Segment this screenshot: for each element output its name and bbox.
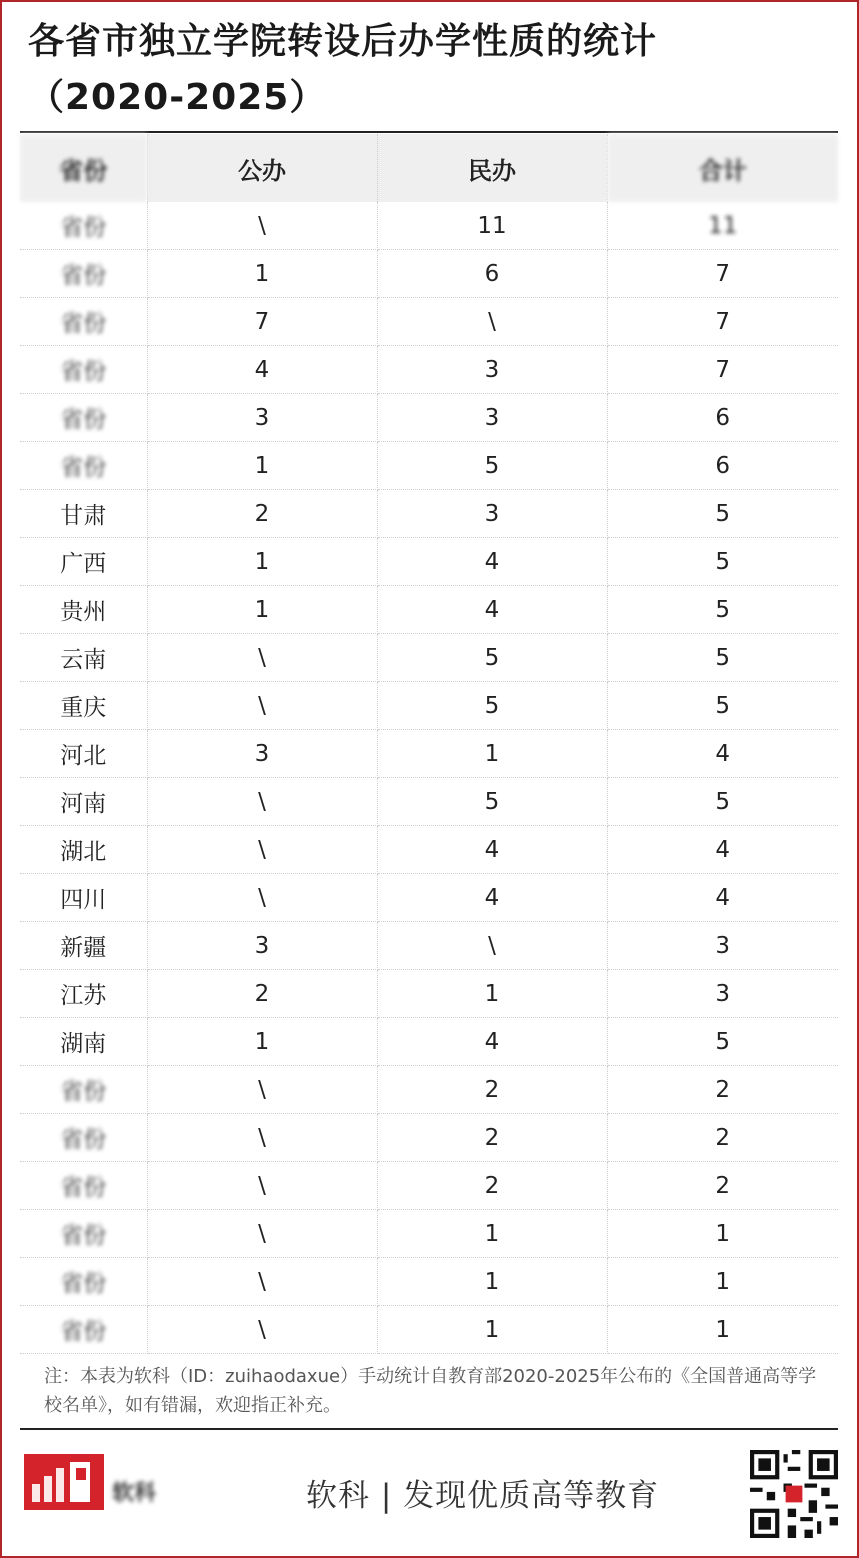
cell-total: 3 (607, 922, 838, 970)
table-row (20, 874, 838, 922)
cell-public: \ (147, 1306, 377, 1354)
table-row (20, 298, 838, 346)
cell-private: 11 (377, 202, 607, 250)
cell-province: 省份 (20, 394, 147, 442)
cell-public: \ (147, 1210, 377, 1258)
footnote: 注：本表为软科（ID：zuihaodaxue）手动统计自教育部2020-2025年公布的《全国普通高等学校名单》，如有错漏，欢迎指正补充。 (44, 1366, 817, 1416)
cell-province: 新疆 (20, 922, 147, 970)
table-row (20, 1066, 838, 1114)
footer-brand: 软科 (112, 1481, 157, 1506)
table-row (20, 1114, 838, 1162)
cell-province: 贵州 (20, 586, 147, 634)
cell-total: 5 (607, 490, 838, 538)
cell-private: 5 (377, 634, 607, 682)
table-row (20, 922, 838, 970)
cell-public: 2 (147, 970, 377, 1018)
cell-total: 4 (607, 874, 838, 922)
cell-total: 2 (607, 1066, 838, 1114)
cell-public: 1 (147, 250, 377, 298)
table-row (20, 1306, 838, 1354)
cell-total: 7 (607, 346, 838, 394)
title-line-2: （2020-2025） (28, 77, 327, 118)
cell-public: \ (147, 202, 377, 250)
cell-total: 5 (607, 1018, 838, 1066)
cell-public: \ (147, 1258, 377, 1306)
cell-private: 4 (377, 1018, 607, 1066)
header-private: 民办 (377, 134, 607, 202)
shanghairanking-logo-icon (24, 1454, 104, 1510)
qr-code-icon (750, 1450, 838, 1538)
title-line-1: 各省市独立学院转设后办学性质的统计 (28, 21, 658, 62)
cell-province: 省份 (20, 250, 147, 298)
table-row (20, 586, 838, 634)
table-row (20, 682, 838, 730)
page-title (28, 14, 828, 126)
cell-public: 3 (147, 922, 377, 970)
top-divider (20, 131, 838, 133)
cell-province: 河南 (20, 778, 147, 826)
cell-province: 云南 (20, 634, 147, 682)
cell-private: 4 (377, 874, 607, 922)
table-row (20, 394, 838, 442)
cell-total: 1 (607, 1306, 838, 1354)
cell-public: \ (147, 682, 377, 730)
cell-public: \ (147, 1114, 377, 1162)
table-row (20, 826, 838, 874)
cell-total: 4 (607, 826, 838, 874)
table-row (20, 1018, 838, 1066)
table-row (20, 1210, 838, 1258)
cell-province: 省份 (20, 1066, 147, 1114)
cell-private: 4 (377, 538, 607, 586)
cell-province: 四川 (20, 874, 147, 922)
footer-slogan: 软科 | 发现优质高等教育 (306, 1478, 660, 1514)
cell-public: \ (147, 826, 377, 874)
cell-public: 2 (147, 490, 377, 538)
cell-province: 省份 (20, 202, 147, 250)
table-row (20, 1162, 838, 1210)
cell-province: 省份 (20, 1258, 147, 1306)
cell-public: 4 (147, 346, 377, 394)
cell-public: \ (147, 874, 377, 922)
cell-province: 省份 (20, 1306, 147, 1354)
cell-public: 3 (147, 730, 377, 778)
table-row (20, 202, 838, 250)
cell-private: 5 (377, 682, 607, 730)
cell-province: 省份 (20, 298, 147, 346)
table-row (20, 778, 838, 826)
table-row (20, 1258, 838, 1306)
cell-private: 1 (377, 730, 607, 778)
cell-public: 3 (147, 394, 377, 442)
cell-province: 广西 (20, 538, 147, 586)
cell-private: 5 (377, 442, 607, 490)
cell-total: 3 (607, 970, 838, 1018)
cell-public: \ (147, 1066, 377, 1114)
cell-private: 4 (377, 826, 607, 874)
cell-total: 6 (607, 394, 838, 442)
cell-province: 甘肃 (20, 490, 147, 538)
table-row (20, 538, 838, 586)
cell-province: 省份 (20, 346, 147, 394)
cell-private: \ (377, 298, 607, 346)
cell-province: 省份 (20, 442, 147, 490)
table-row (20, 730, 838, 778)
table-row (20, 442, 838, 490)
table-row (20, 490, 838, 538)
cell-private: 5 (377, 778, 607, 826)
cell-private: 1 (377, 1306, 607, 1354)
cell-private: 3 (377, 394, 607, 442)
cell-private: \ (377, 922, 607, 970)
cell-total: 1 (607, 1258, 838, 1306)
cell-private: 2 (377, 1114, 607, 1162)
stats-table (20, 134, 838, 1354)
cell-total: 1 (607, 1210, 838, 1258)
cell-total: 5 (607, 682, 838, 730)
header-public: 公办 (147, 134, 377, 202)
cell-total: 7 (607, 298, 838, 346)
cell-total: 5 (607, 778, 838, 826)
cell-private: 1 (377, 970, 607, 1018)
cell-private: 1 (377, 1258, 607, 1306)
cell-total: 6 (607, 442, 838, 490)
cell-private: 2 (377, 1162, 607, 1210)
table-row (20, 250, 838, 298)
cell-total: 5 (607, 538, 838, 586)
cell-public: 7 (147, 298, 377, 346)
table-row (20, 346, 838, 394)
table-header-row (20, 134, 838, 202)
cell-total: 5 (607, 634, 838, 682)
cell-private: 4 (377, 586, 607, 634)
header-total: 合计 (607, 134, 838, 202)
header-province: 省份 (20, 134, 147, 202)
cell-public: \ (147, 778, 377, 826)
cell-public: \ (147, 1162, 377, 1210)
cell-total: 2 (607, 1162, 838, 1210)
cell-province: 湖南 (20, 1018, 147, 1066)
cell-private: 2 (377, 1066, 607, 1114)
cell-public: \ (147, 634, 377, 682)
table-row (20, 634, 838, 682)
cell-private: 3 (377, 346, 607, 394)
bottom-divider (20, 1428, 838, 1430)
cell-public: 1 (147, 538, 377, 586)
cell-total: 4 (607, 730, 838, 778)
table-body (20, 202, 838, 1354)
cell-province: 河北 (20, 730, 147, 778)
cell-province: 江苏 (20, 970, 147, 1018)
cell-province: 湖北 (20, 826, 147, 874)
cell-private: 1 (377, 1210, 607, 1258)
cell-total: 2 (607, 1114, 838, 1162)
cell-total: 11 (607, 202, 838, 250)
cell-total: 5 (607, 586, 838, 634)
cell-province: 省份 (20, 1210, 147, 1258)
cell-total: 7 (607, 250, 838, 298)
cell-province: 重庆 (20, 682, 147, 730)
cell-public: 1 (147, 442, 377, 490)
cell-public: 1 (147, 586, 377, 634)
cell-private: 6 (377, 250, 607, 298)
cell-private: 3 (377, 490, 607, 538)
cell-public: 1 (147, 1018, 377, 1066)
table-row (20, 970, 838, 1018)
cell-province: 省份 (20, 1114, 147, 1162)
cell-province: 省份 (20, 1162, 147, 1210)
